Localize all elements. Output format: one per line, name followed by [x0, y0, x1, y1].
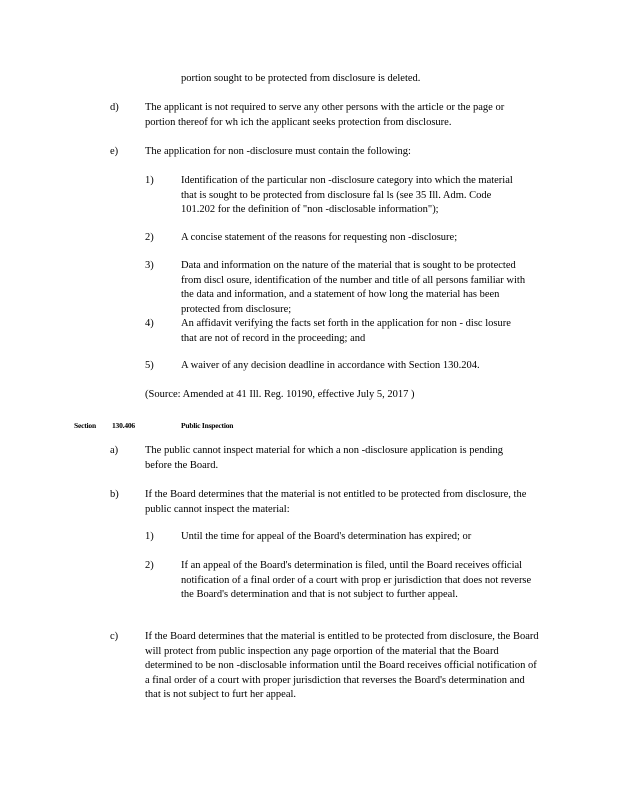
section-label: Section — [74, 421, 96, 430]
item-c-label: c) — [110, 631, 119, 642]
item-e3-text: Data and information on the nature of the material that is sought to be protected from discl osure, identification of the number and title of all persons familiar with the data and information, and a statement of how long the material has been protected from disclosure; — [181, 260, 526, 315]
item-e5-number: 5) — [145, 360, 154, 371]
item-b2-text: If an appeal of the Board's determination is filed, until the Board receives official notification of a final order of a court with prop er jurisdiction that does not reverse the Board's determination and that is not subject to further appeal. — [181, 560, 532, 600]
continuation-line: portion sought to be protected from disclosure is deleted. — [181, 73, 421, 84]
item-e4-number: 4) — [145, 318, 154, 329]
item-d-text: The applicant is not required to serve any other persons with the article or the page or portion thereof for wh ich the applicant seeks protection from disclosure. — [145, 102, 505, 128]
item-a-text: The public cannot inspect material for which a non -disclosure application is pending before the Board. — [145, 445, 504, 471]
section-number: 130.406 — [112, 421, 135, 430]
item-e1-text: Identification of the particular non -disclosure category into which the material that is sought to be protected from disclosure fal ls (see 35 Ill. Adm. Code 101.202 for the definition of "non -disclosable information"); — [181, 175, 513, 215]
item-e2-number: 2) — [145, 232, 154, 243]
item-e-text: The application for non -disclosure must contain the following: — [145, 146, 411, 157]
item-e-label: e) — [110, 146, 119, 157]
item-e5-text: A waiver of any decision deadline in accordance with Section 130.204. — [181, 360, 480, 371]
item-b2-number: 2) — [145, 560, 154, 571]
item-e3-number: 3) — [145, 260, 154, 271]
item-c-text: If the Board determines that the material is entitled to be protected from disclosure, the Board will protect from public inspection any page orportion of the material that the Board determined to be non -disclosable information until the Board receives official notification of a final order of a court with proper jurisdiction that reverses the Board's determination and that is not subject to furt her appeal. — [145, 631, 539, 700]
item-a-label: a) — [110, 445, 119, 456]
item-e4-text: An affidavit verifying the facts set forth in the application for non - disc losure that are not of record in the proceeding; and — [181, 318, 511, 344]
source-note: (Source: Amended at 41 Ill. Reg. 10190, effective July 5, 2017 ) — [145, 389, 415, 400]
item-b-label: b) — [110, 489, 119, 500]
item-b1-text: Until the time for appeal of the Board's determination has expired; or — [181, 531, 472, 542]
item-d-label: d) — [110, 102, 119, 113]
item-b-text: If the Board determines that the material is not entitled to be protected from disclosure, the public cannot inspect the material: — [145, 489, 527, 515]
item-e2-text: A concise statement of the reasons for requesting non -disclosure; — [181, 232, 458, 243]
item-e1-number: 1) — [145, 175, 154, 186]
item-b1-number: 1) — [145, 531, 154, 542]
section-title: Public Inspection — [181, 421, 234, 430]
